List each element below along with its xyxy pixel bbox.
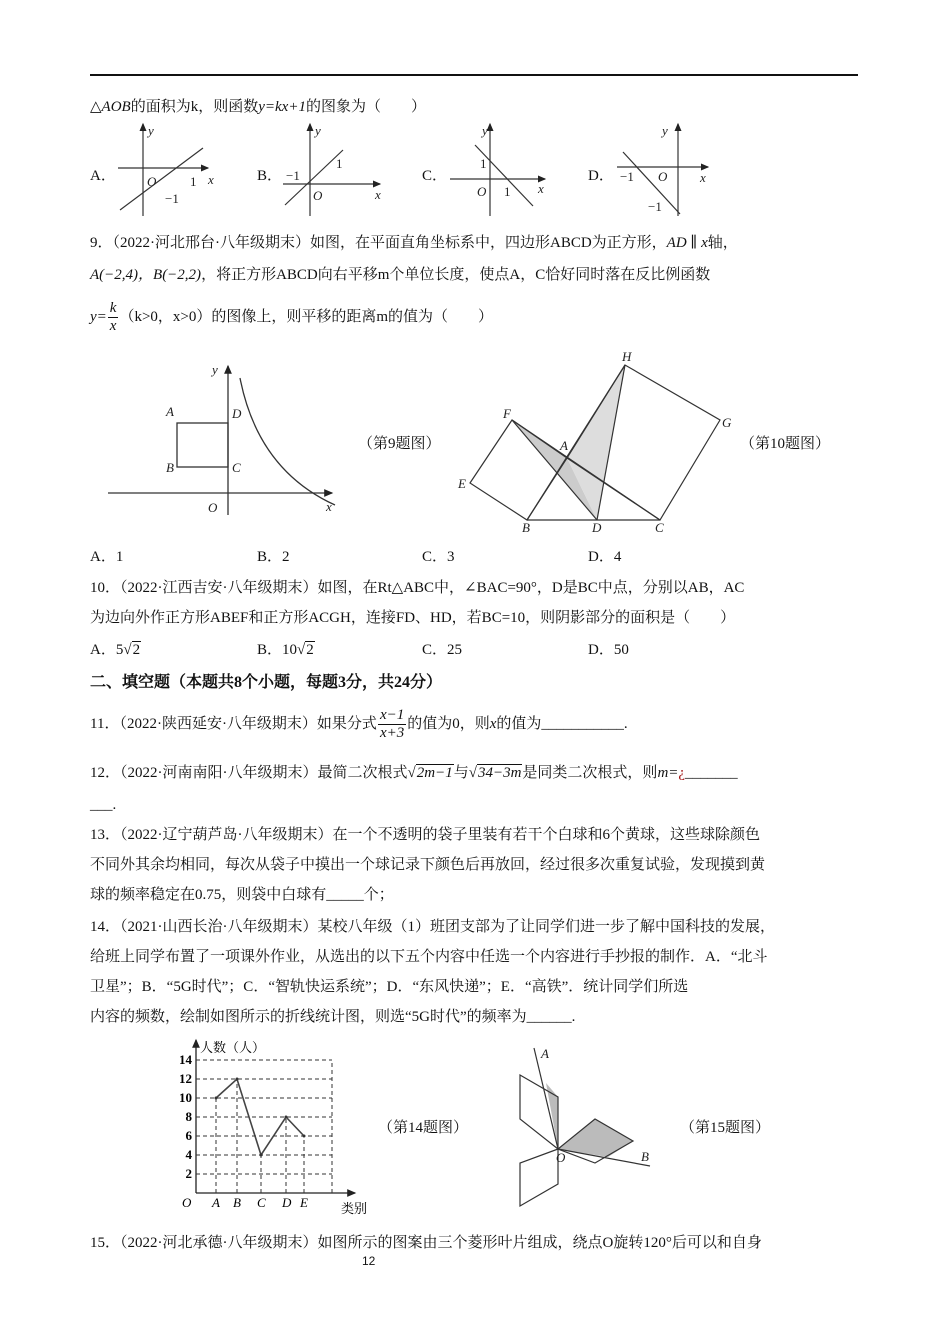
svg-text:C: C [232, 460, 241, 475]
q11-frac-den: x+3 [379, 725, 405, 741]
section-2-heading: 二、填空题（本题共8个小题，每题3分，共24分） [90, 674, 443, 691]
q10-line2: 为边向外作正方形ABEF和正方形ACGH，连接FD、HD，若BC=10，则阴影部分的面积是（ ） [90, 610, 736, 626]
q10-option-d[interactable]: D．50 [588, 642, 629, 658]
y-tick-label: 8 [185, 1109, 192, 1124]
y-tick-label: 6 [185, 1128, 192, 1143]
q12: 12．（2022·河南南阳·八年级期末）最简二次根式√2m−1与√34−3m是同类二次根式，则m=¿_______ [90, 765, 738, 781]
svg-text:x: x [538, 181, 544, 196]
q10-option-b-label: B．10 [257, 642, 298, 658]
q15-figure-caption: （第15题图） [680, 1120, 771, 1136]
svg-text:x: x [208, 172, 214, 187]
q10-option-a-radicand: 2 [132, 642, 141, 658]
q11-var: x [489, 715, 497, 732]
svg-text:O: O [147, 174, 157, 189]
y-tick-label: 4 [185, 1147, 192, 1162]
q12-glyph: ¿ [678, 765, 686, 781]
q10-option-b-radicand: 2 [306, 642, 314, 658]
svg-text:1: 1 [480, 156, 487, 171]
q14-line1: 14．（2021·山西长治·八年级期末）某校八年级（1）班团支部为了让同学们进一步了解中国科技的发展， [90, 919, 775, 935]
q11-blank[interactable]: 的值为___________. [496, 715, 628, 732]
q14-line3: 卫星”；B．“5G时代”；C．“智轨快运系统”；D．“东风快递”；E．“高铁”．统计同学们所选 [90, 979, 689, 995]
q9-math-points: A(−2,4)，B(−2,2) [90, 267, 202, 283]
y-axis-label: 人数（人） [200, 1040, 266, 1055]
q9-text3: （k>0，x>0）的图像上，则平移的距离m的值为（ ） [119, 308, 494, 325]
q14-line2: 给班上同学布置了一项课外作业，从选出的以下五个内容中任选一个内容进行手抄报的制作．A．“北斗 [90, 949, 768, 965]
x-tick-label: C [257, 1195, 266, 1210]
x-tick-label: B [233, 1195, 241, 1210]
q10-line1: 10．（2022·江西吉安·八年级期末）如图，在Rt△ABC中，∠BAC=90°，D是BC中点，分别以AB，AC [90, 580, 745, 596]
q9-text1: 9．（2022·河北邢台·八年级期末）如图，在平面直角坐标系中，四边形ABCD为正方形， [90, 235, 667, 251]
q15-line1: 15．（2022·河北承德·八年级期末）如图所示的图案由三个菱形叶片组成，绕点O旋转120°后可以和自身 [90, 1235, 762, 1251]
x-tick-label: A [212, 1195, 220, 1210]
svg-text:D: D [232, 406, 242, 421]
q13-line3: 球的频率稳定在0.75，则袋中白球有_____个； [90, 887, 394, 903]
q8-math-aob: AOB [101, 99, 131, 115]
q8-option-d[interactable]: D． [588, 168, 614, 184]
q12-radical-2: 34−3m [477, 765, 522, 781]
svg-text:B: B [522, 520, 530, 535]
q12-line2[interactable]: ___. [90, 797, 117, 813]
q12-and: 与 [453, 765, 469, 781]
svg-text:O: O [556, 1150, 566, 1165]
svg-text:F: F [503, 406, 511, 421]
svg-text:E: E [458, 476, 466, 491]
q8-option-c[interactable]: C． [422, 168, 448, 184]
svg-text:B: B [641, 1149, 649, 1164]
svg-text:y: y [662, 123, 668, 138]
q9-option-c[interactable]: C．3 [422, 549, 455, 565]
svg-text:D: D [592, 520, 602, 535]
q12-text: 12．（2022·河南南阳·八年级期末）最简二次根式 [90, 765, 408, 781]
svg-text:A: A [560, 438, 568, 453]
svg-text:y: y [148, 123, 154, 138]
svg-text:H: H [622, 349, 632, 364]
q9-math-parallel: AD ∥ x [666, 235, 708, 251]
svg-text:A: A [166, 404, 174, 419]
q8-text-end: 的图象为（ ） [305, 99, 426, 115]
svg-text:y: y [482, 123, 488, 138]
q14-figure-caption: （第14题图） [378, 1120, 469, 1136]
svg-text:1: 1 [504, 184, 511, 199]
q10-figure-caption: （第10题图） [740, 436, 831, 452]
q12-radical-1: 2m−1 [416, 765, 453, 781]
x-tick-label: D [282, 1195, 292, 1210]
svg-text:x: x [375, 187, 381, 202]
q9-math-y: y= [90, 308, 107, 325]
x-tick-label: E [300, 1195, 308, 1210]
q11-text: 11．（2022·陕西延安·八年级期末）如果分式 [90, 715, 377, 732]
q8-option-b[interactable]: B． [257, 168, 283, 184]
q10-option-b[interactable]: B．10√2 [257, 642, 314, 658]
q9-option-b[interactable]: B．2 [257, 549, 290, 565]
q13-line2: 不同外其余均相同，每次从袋子中摸出一个球记录下颜色后再放回，经过很多次重复试验，发现摸到黄 [90, 857, 766, 873]
svg-text:O: O [658, 169, 668, 184]
q12-text2: 是同类二次根式，则 [522, 765, 658, 781]
q9-frac-den: x [109, 318, 117, 334]
svg-text:G: G [722, 415, 732, 430]
q11-frac-num: x−1 [379, 707, 405, 723]
q9-option-d[interactable]: D．4 [588, 549, 622, 565]
svg-text:1: 1 [336, 156, 343, 171]
svg-text:−1: −1 [165, 191, 179, 206]
q9-figure-caption: （第9题图） [358, 436, 441, 452]
q8-math-func: y=kx+1 [258, 99, 306, 115]
svg-text:O: O [477, 184, 487, 199]
q9-option-a[interactable]: A．1 [90, 549, 124, 565]
svg-text:−1: −1 [286, 168, 300, 183]
svg-text:O: O [313, 188, 323, 203]
svg-text:O: O [208, 500, 218, 515]
svg-text:1: 1 [190, 174, 197, 189]
q9-frac-num: k [109, 300, 117, 316]
y-tick-label: 12 [179, 1071, 192, 1086]
q10-option-a[interactable]: A．5√2 [90, 642, 141, 658]
svg-text:y: y [212, 362, 218, 377]
triangle-symbol: △ [90, 99, 102, 115]
svg-text:x: x [326, 499, 332, 514]
svg-text:y: y [315, 123, 321, 138]
q10-option-c[interactable]: C．25 [422, 642, 463, 658]
page-number: 12 [362, 1254, 376, 1268]
origin-label: O [182, 1195, 192, 1210]
q9-text2: ，将正方形ABCD向右平移m个单位长度，使点A，C恰好同时落在反比例函数 [201, 267, 711, 283]
y-tick-label: 2 [185, 1166, 192, 1181]
q11-text2: 的值为0，则 [407, 715, 490, 732]
svg-text:C: C [655, 520, 664, 535]
svg-text:A: A [541, 1046, 549, 1061]
q10-option-a-label: A．5 [90, 642, 124, 658]
q12-var: m= [657, 765, 679, 781]
x-axis-label: 类别 [341, 1201, 368, 1216]
q9-text1-end: 轴， [707, 235, 738, 251]
y-tick-label: 14 [179, 1052, 192, 1067]
y-tick-label: 10 [179, 1090, 192, 1105]
q14-line4: 内容的频数，绘制如图所示的折线统计图，则选“5G时代”的频率为______. [90, 1009, 576, 1025]
q8-text: 的面积为k，则函数 [130, 99, 259, 115]
svg-text:−1: −1 [620, 169, 634, 184]
q13-line1: 13．（2022·辽宁葫芦岛·八年级期末）在一个不透明的袋子里装有若干个白球和6个黄球，这些球除颜色 [90, 827, 760, 843]
q12-blank[interactable]: _______ [685, 765, 738, 781]
q8-option-a[interactable]: A． [90, 168, 116, 184]
svg-text:x: x [700, 170, 706, 185]
svg-text:−1: −1 [648, 199, 662, 214]
svg-text:B: B [166, 460, 174, 475]
